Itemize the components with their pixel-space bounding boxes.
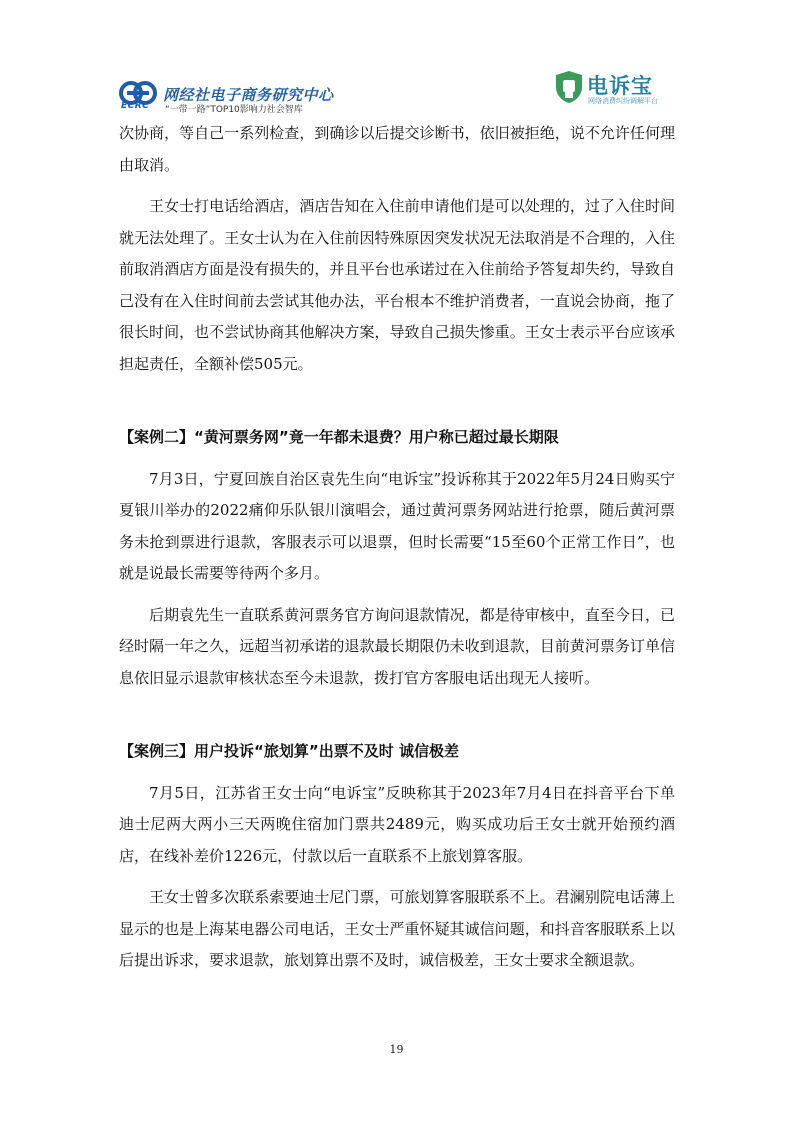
article-body (119, 118, 675, 977)
case3-paragraph: 王女士曾多次联系索要迪士尼门票，可旅划算客服联系不上。君澜别院电话薄上显示的也是上海某电器公司电话，王女士严重怀疑其诚信问题，和抖音客服联系上以后提出诉求，要求退款，旅划算出票不及时，诚信极差，王女士要求全额退款。 (119, 888, 675, 969)
platform-tagline: 网络消费纠纷调解平台 (588, 97, 658, 105)
case1-paragraph: 次协商，等自己一系列检查，到确诊以后提交诊断书，依旧被拒绝，说不允许任何理由取消。 (119, 124, 675, 174)
org-name: 网经社电子商务研究中心 (163, 86, 334, 104)
case2-title: 【案例二】“黄河票务网”竟一年都未退费？用户称已超过最长期限 (119, 428, 559, 446)
shield-fist-icon (555, 70, 583, 104)
case3-paragraph: 7月5日，江苏省王女士向“电诉宝”反映称其于2023年7月4日在抖音平台下单迪士尼两大两小三天两晚住宿加门票共2489元，购买成功后王女士就开始预约酒店，在线补差价1226元，付款以后一直联系不上旅划算客服。 (119, 783, 675, 865)
ecrc-abbr: ECRC (121, 101, 150, 111)
org-tagline: “一带一路”TOP10影响力社会智库 (165, 105, 303, 115)
page-header (0, 0, 793, 115)
case2-paragraph: 7月3日，宁夏回族自治区袁先生向“电诉宝”投诉称其于2022年5月24日购买宁夏银川举办的2022痛仰乐队银川演唱会，通过黄河票务网站进行抢票，随后黄河票务未抢到票进行退款，客服表示可以退票，但时长需要“15至60个正常工作日”，也就是说最长需要等待两个多月。 (119, 469, 675, 582)
case3-title: 【案例三】用户投诉“旅划算”出票不及时 诚信极差 (119, 742, 459, 760)
platform-name: 电诉宝 (587, 74, 653, 98)
case1-paragraph: 王女士打电话给酒店，酒店告知在入住前申请他们是可以处理的，过了入住时间就无法处理了。王女士认为在入住前因特殊原因突发状况无法取消是不合理的，入住前取消酒店方面是没有损失的，并且平台也承诺过在入住前给予答复却失约，导致自己没有在入住时间前去尝试其他办法，平台根本不维护消费者，一直说会协商，拖了很长时间，也不尝试协商其他解决方案，导致自己损失惨重。王女士表示平台应该承担起责任，全额补偿505元。 (119, 197, 675, 373)
page-number: 19 (389, 1043, 404, 1056)
case2-paragraph: 后期袁先生一直联系黄河票务官方询问退款情况，都是待审核中，直至今日，已经时隔一年之久，远超当初承诺的退款最长期限仍未收到退款，目前黄河票务订单信息依旧显示退款审核状态至今未退款，拨打官方客服电话出现无人接听。 (119, 605, 675, 687)
